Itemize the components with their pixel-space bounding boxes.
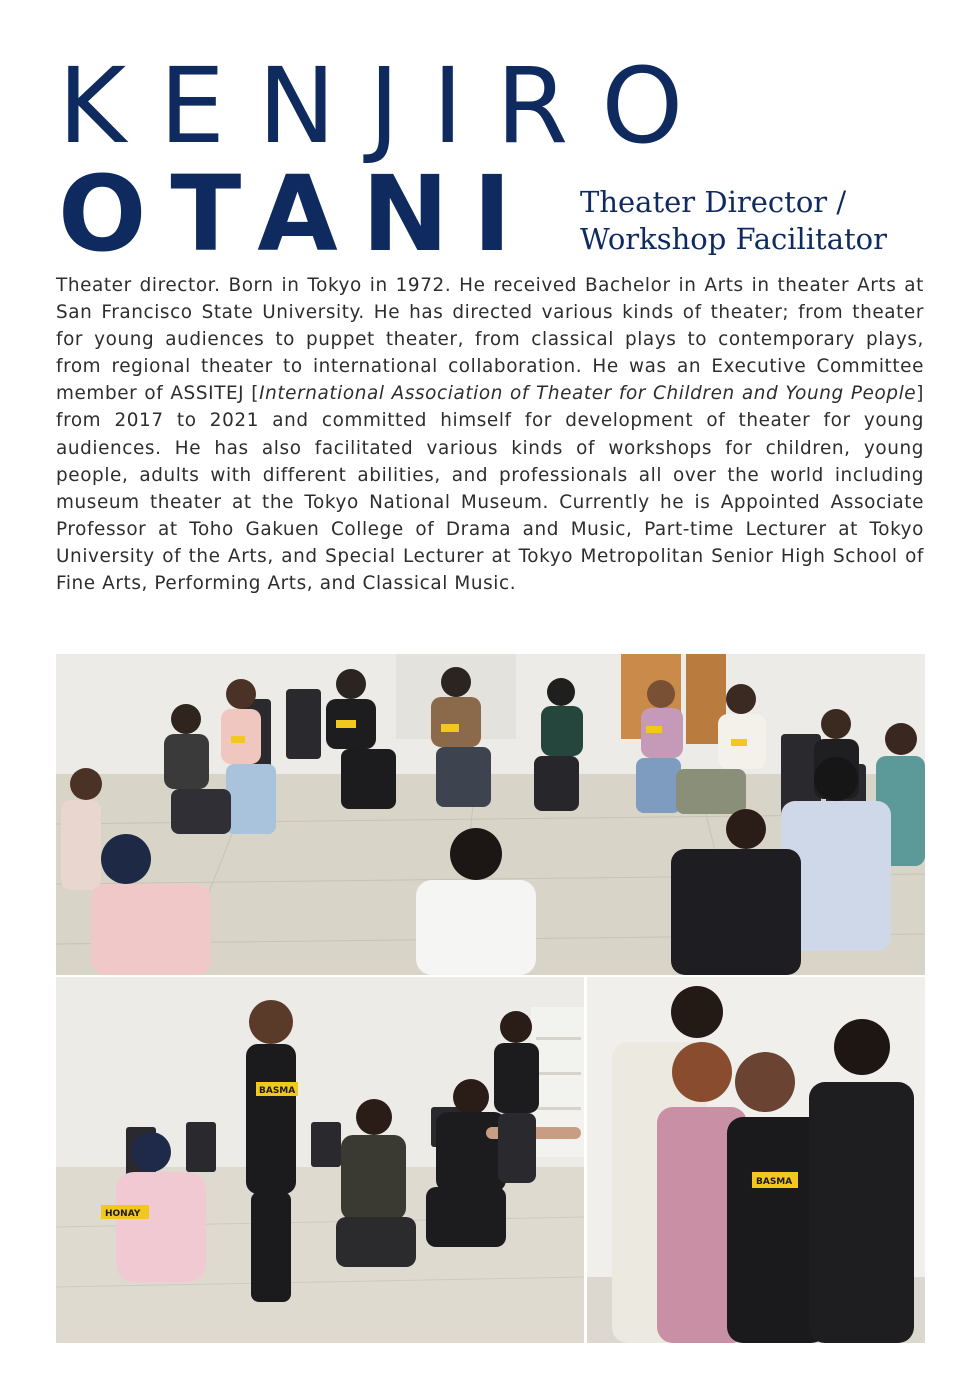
bio-part-2: ] from 2017 to 2021 and committed himself for development of theater for young audiences. He has also facilitated various kinds of workshops for children, young people, adults with different abilities, and professionals all over the world including museum theater at the Tokyo National Museum. Currently he is Appointed Associate Professor at Toho Gakuen College of Drama and Music, Part-time Lecturer at Tokyo University of the Arts, and Special Lecturer at Tokyo Metropolitan Senior High School of Fine Arts, Performing Arts, and Classical Music.: [56, 383, 924, 595]
role-line-1: Theater Director /: [580, 185, 847, 219]
first-name-heading: KENJIRO: [58, 45, 717, 167]
biography-paragraph: [56, 272, 924, 597]
standing-group-photo: [587, 977, 925, 1343]
tag-basma-1: BASMA: [259, 1086, 296, 1096]
tag-basma-2: BASMA: [756, 1177, 793, 1187]
workshop-circle-photo: [56, 654, 925, 975]
role-line-2: Workshop Facilitator: [580, 222, 887, 256]
last-name-heading: OTANI: [58, 153, 536, 275]
squat-exercise-photo: [56, 977, 584, 1343]
tag-honay: HONAY: [105, 1209, 141, 1219]
bio-org-name: International Association of Theater for Children and Young People: [259, 383, 917, 405]
role-title: [580, 184, 940, 258]
bio-part-1: Theater director. Born in Tokyo in 1972. He received Bachelor in Arts in theater Arts at San Francisco State University. He has directed various kinds of theater; from theater for young audiences to puppet theater, from classical plays to contemporary plays, from regional theater to international collaboration. He was an Executive Committee member of ASSITEJ [: [56, 275, 924, 405]
